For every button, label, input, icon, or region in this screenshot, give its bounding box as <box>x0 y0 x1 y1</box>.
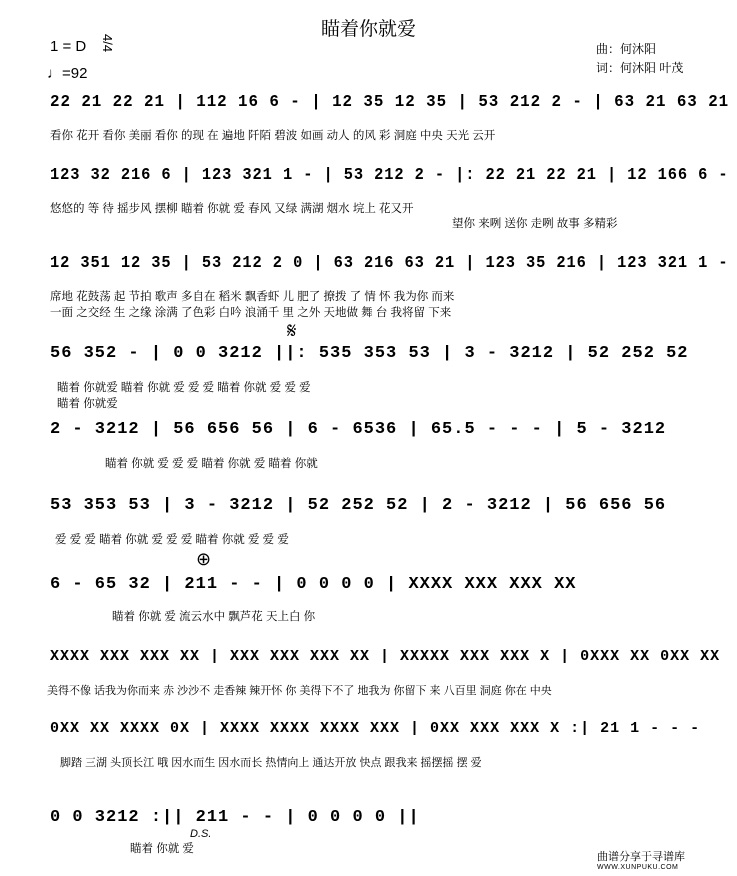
notation-row-8: XXXX XXX XXX XX | XXX XXX XXX XX | XXXXX XXX XXX X | 0XXX XX 0XX XX <box>50 648 721 665</box>
lyrics-row-3b: 一面 之交经 生 之缘 涂满 了色彩 白吟 浪涌千 里 之外 天地做 舞 台 我将留 下来 <box>50 307 452 319</box>
time-signature-value: 4/4 <box>100 34 115 53</box>
lyrics-row-7: 瞄着 你就 爱 流云水中 飘芦花 天上白 你 <box>112 611 316 623</box>
lyrics-row-3a: 席地 花鼓荡 起 节拍 歌声 多自在 稻米 飘香虾 儿 肥了 撩拨 了 情 怀 我为你 而来 <box>50 291 455 303</box>
key-signature: 1 = D <box>50 38 87 55</box>
notation-row-3: 12 351 12 35 | 53 212 2 0 | 63 216 63 21 | 123 35 216 | 123 321 1 - <box>50 254 729 273</box>
notation-row-7: 6 - 65 32 | 211 - - | 0 0 0 0 | XXXX XXX XXX XX <box>50 575 577 594</box>
lyrics-row-4b: 瞄着 你就爱 <box>57 398 118 410</box>
ds-mark: D.S. <box>190 828 212 840</box>
lyrics-row-10: 瞄着 你就 爱 <box>130 843 194 855</box>
lyrics-row-1: 看你 花开 看你 美丽 看你 的现 在 遍地 阡陌 碧波 如画 动人 的风 彩 洞庭 中央 天光 云开 <box>50 130 496 142</box>
coda-mark: ⊕ <box>196 549 212 569</box>
lyrics-row-8: 美得不像 话我为你而来 赤 沙沙不 走香辣 辣开怀 你 美得下不了 地我为 你留下 来 八百里 洞庭 你在 中央 <box>47 685 552 697</box>
footer-source-text: 曲谱分享于寻谱库 <box>597 851 685 863</box>
notation-row-6: 53 353 53 | 3 - 3212 | 52 252 52 | 2 - 3212 | 56 656 56 <box>50 496 667 515</box>
lyrics-row-9: 脚踏 三湖 头顶长江 哦 因水而生 因水而长 热情向上 通达开放 快点 跟我来 摇摆摇 摆 爱 <box>60 757 482 769</box>
lyrics-row-4a: 瞄着 你就爱 瞄着 你就 爱 爱 爱 瞄着 你就 爱 爱 爱 <box>57 382 311 394</box>
tempo-marking: ♩=92 <box>47 65 88 82</box>
segno-mark: 𝄋 <box>287 318 297 343</box>
song-title: 瞄着你就爱 <box>320 19 416 40</box>
composer-credit: 曲：何沐阳 <box>596 42 657 56</box>
notation-row-4: 56 352 - | 0 0 3212 ||: 535 353 53 | 3 - 3212 | 52 252 52 <box>50 344 689 363</box>
notation-row-5: 2 - 3212 | 56 656 56 | 6 - 6536 | 65.5 - - - | 5 - 3212 <box>50 420 667 439</box>
time-signature <box>100 34 115 54</box>
notation-row-10: 0 0 3212 :|| 211 - - | 0 0 0 0 || <box>50 808 420 827</box>
notation-row-1: 22 21 22 21 | 112 16 6 - | 12 35 12 35 | 53 212 2 - | 63 21 63 21 <box>50 93 730 112</box>
lyrics-row-6: 爱 爱 爱 瞄着 你就 爱 爱 爱 瞄着 你就 爱 爱 爱 <box>55 534 289 546</box>
footer-url[interactable]: WWW.XUNPUKU.COM <box>597 864 679 871</box>
lyrics-row-5: 瞄着 你就 爱 爱 爱 瞄着 你就 爱 瞄着 你就 <box>105 458 318 470</box>
lyrics-row-2b: 望你 来咧 送你 走咧 故事 多精彩 <box>452 218 618 230</box>
notation-row-2: 123 32 216 6 | 123 321 1 - | 53 212 2 - |: 22 21 22 21 | 12 166 6 - <box>50 166 729 185</box>
lyrics-row-2a: 悠悠的 等 待 摇步风 摆柳 瞄着 你就 爱 春风 又绿 满湖 烟水 垸上 花又开 <box>50 203 414 215</box>
notation-row-9: 0XX XX XXXX 0X | XXXX XXXX XXXX XXX | 0XX XXX XXX X :| 21 1 - - - <box>50 720 701 737</box>
lyricist-credit: 词：何沐阳 叶茂 <box>596 61 684 75</box>
